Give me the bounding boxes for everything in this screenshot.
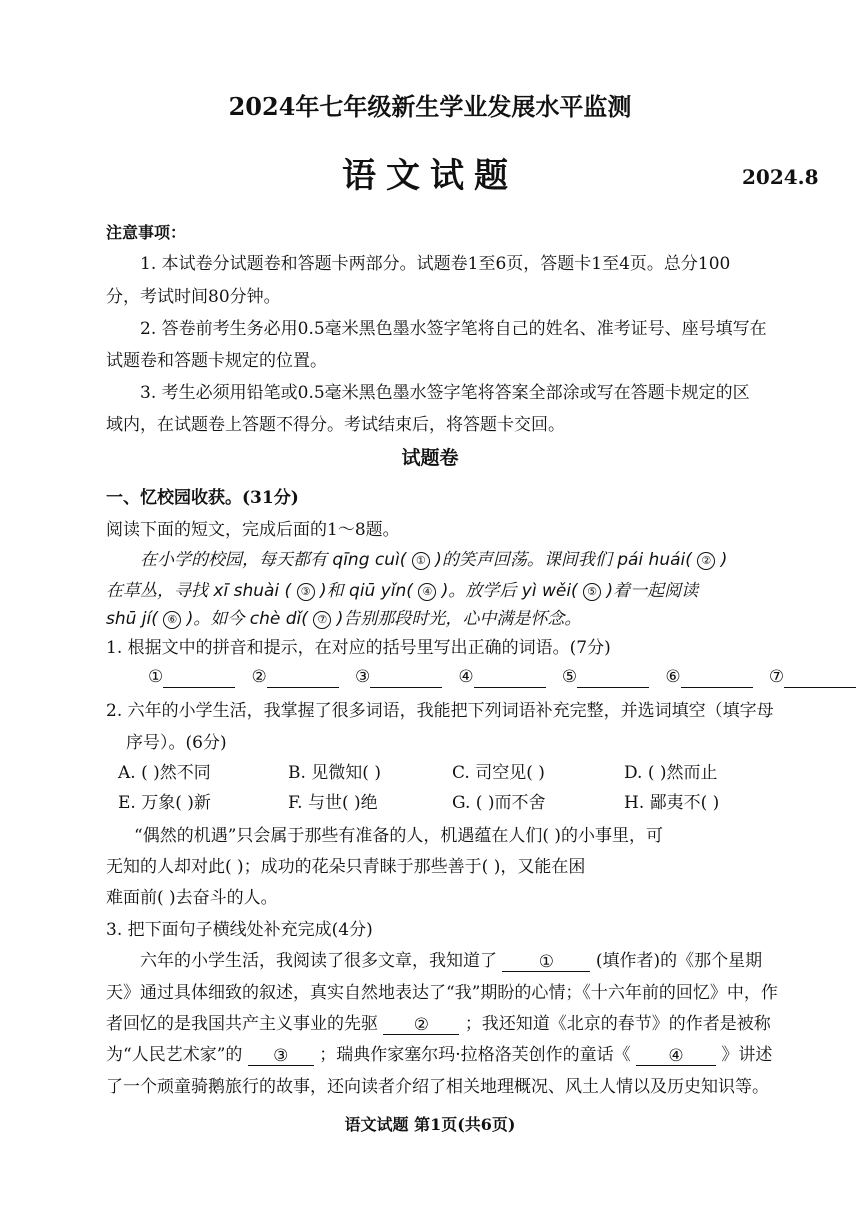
notice-heading: 注意事项： xyxy=(106,223,187,242)
exam-date: 2024.8 xyxy=(742,165,819,189)
notice-line-3: 2. 答卷前考生务必用0.5毫米黑色墨水签字笔将自己的姓名、准考证号、座号填写在 xyxy=(140,319,767,339)
q1-blank-1[interactable]: ① xyxy=(148,667,235,687)
question-2-line-2: 序号）。(6分) xyxy=(126,733,227,753)
circled-1: ① xyxy=(412,552,430,570)
passage-line-1: 在小学的校园，每天都有 qīng cuì( ① )的笑声回荡。课间我们 pái huái( ② ) xyxy=(140,550,728,570)
q2-option-f: F. 与世( )绝 xyxy=(288,793,378,813)
q2-option-d: D. ( )然而止 xyxy=(624,763,718,783)
section-1-heading: 一、忆校园收获。(31分) xyxy=(106,488,299,508)
subject-title: 语文试题 xyxy=(342,156,518,196)
section-1-intro: 阅读下面的短文，完成后面的1～8题。 xyxy=(106,520,400,540)
q2-option-c: C. 司空见( ) xyxy=(452,763,545,783)
q1-blank-3[interactable]: ③ xyxy=(355,667,442,687)
circled-5: ⑤ xyxy=(583,583,601,601)
q3-blank-4[interactable]: ④ xyxy=(636,1045,716,1066)
question-3: 3. 把下面句子横线处补充完成(4分) xyxy=(106,920,373,940)
notice-line-6: 域内，在试题卷上答题不得分。考试结束后，将答题卡交回。 xyxy=(106,415,565,435)
notice-line-2: 分，考试时间80分钟。 xyxy=(106,287,281,307)
circled-2: ② xyxy=(697,552,715,570)
notice-line-4: 试题卷和答题卡规定的位置。 xyxy=(106,351,327,371)
q1-blank-7[interactable]: ⑦ xyxy=(769,667,856,687)
q2-option-h: H. 鄙夷不( ) xyxy=(624,793,720,813)
q1-blank-2[interactable]: ② xyxy=(251,667,338,687)
notice-line-5: 3. 考生必须用铅笔或0.5毫米黑色墨水签字笔将答案全部涂或写在答题卡规定的区 xyxy=(140,383,750,403)
q2-option-e: E. 万象( )新 xyxy=(118,793,211,813)
circled-6: ⑥ xyxy=(163,611,181,629)
question-1: 1. 根据文中的拼音和提示，在对应的括号里写出正确的词语。(7分) xyxy=(106,638,611,658)
q2-option-a: A. ( )然不同 xyxy=(118,763,211,783)
passage-line-2: 在草丛，寻找 xī shuài ( ③ )和 qiū yǐn( ④ )。放学后 yì wěi( ⑤ )着一起阅读 xyxy=(106,581,699,601)
q3-line-4: 为“人民艺术家”的 ③ ；瑞典作家塞尔玛·拉格洛芙创作的童话《 ④ 》讲述 xyxy=(106,1045,773,1066)
circled-7: ⑦ xyxy=(313,611,331,629)
passage-line-3: shū jí( ⑥ )。如今 chè dǐ( ⑦ )告别那段时光，心中满是怀念。 xyxy=(106,609,582,629)
q2-fill-line-1: “偶然的机遇”只会属于那些有准备的人，机遇蕴在人们( )的小事里，可 xyxy=(134,826,664,846)
q2-fill-line-2: 无知的人却对此( )；成功的花朵只青睐于那些善于( )，又能在困 xyxy=(106,857,586,877)
exam-title: 2024年七年级新生学业发展水平监测 xyxy=(228,92,632,121)
page-footer: 语文试题 第1页(共6页) xyxy=(344,1115,516,1134)
q3-line-5: 了一个顽童骑鹅旅行的故事，还向读者介绍了相关地理概况、风土人情以及历史知识等。 xyxy=(106,1077,769,1097)
q2-option-g: G. ( )而不舍 xyxy=(452,793,546,813)
paper-title: 试题卷 xyxy=(401,447,459,469)
q1-answer-row xyxy=(148,666,856,688)
notice-line-1: 1. 本试卷分试题卷和答题卡两部分。试题卷1至6页，答题卡1至4页。总分100 xyxy=(140,254,731,274)
q3-line-1: 六年的小学生活，我阅读了很多文章，我知道了 ① (填作者)的《那个星期 xyxy=(140,951,763,972)
circled-4: ④ xyxy=(418,583,436,601)
q2-fill-line-3: 难面前( )去奋斗的人。 xyxy=(106,888,278,908)
q2-option-b: B. 见微知( ) xyxy=(288,763,381,783)
question-2-line-1: 2. 六年的小学生活，我掌握了很多词语，我能把下列词语补充完整，并选词填空（填字母 xyxy=(106,701,774,721)
q3-blank-2[interactable]: ② xyxy=(383,1014,459,1035)
q1-blank-6[interactable]: ⑥ xyxy=(665,667,752,687)
q3-line-3: 者回忆的是我国共产主义事业的先驱 ② ；我还知道《北京的春节》的作者是被称 xyxy=(106,1014,771,1035)
circled-3: ③ xyxy=(297,583,315,601)
q1-blank-4[interactable]: ④ xyxy=(458,667,545,687)
q3-blank-3[interactable]: ③ xyxy=(248,1045,314,1066)
q3-blank-1[interactable]: ① xyxy=(502,951,590,972)
q3-line-2: 天》通过具体细致的叙述，真实自然地表达了“我”期盼的心情；《十六年前的回忆》中，作 xyxy=(106,983,778,1003)
q1-blank-5[interactable]: ⑤ xyxy=(562,667,649,687)
